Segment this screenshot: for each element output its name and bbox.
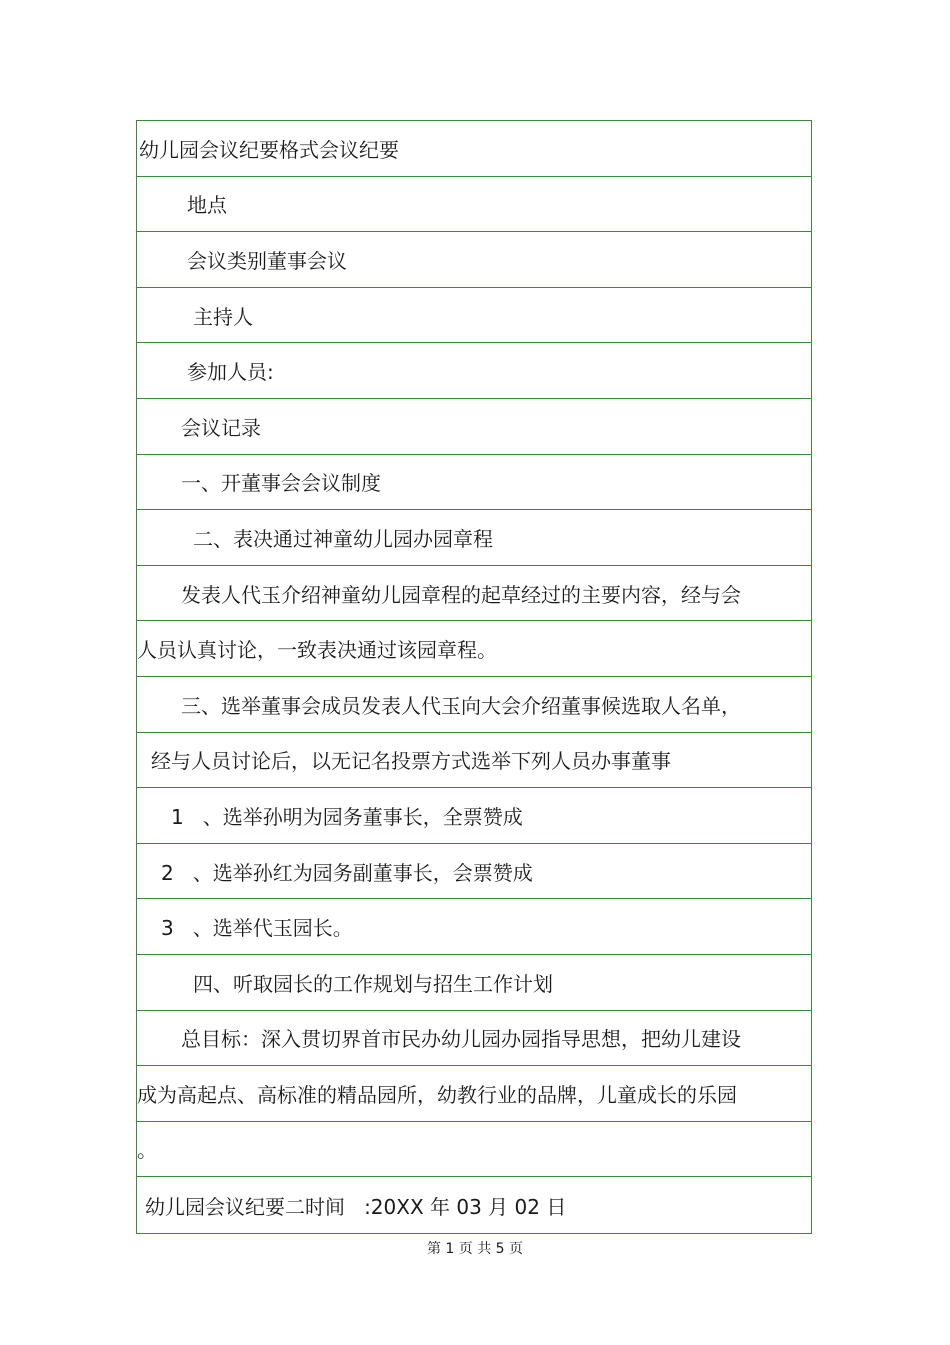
second-minutes-text: 幼儿园会议纪要二时间 :20XX 年 03 月 02 日	[145, 1194, 567, 1219]
item-one-row	[137, 455, 811, 511]
paragraph-text: 经与人员讨论后，以无记名投票方式选举下列人员办事董事	[151, 749, 671, 774]
item-three-text: 三、选举董事会成员发表人代玉向大会介绍董事候选取人名单，	[181, 693, 741, 718]
paragraph-text: 人员认真讨论，一致表决通过该园章程。	[137, 638, 497, 663]
item-three-row	[137, 677, 811, 733]
record-label: 会议记录	[181, 415, 261, 440]
paragraph-text: 发表人代玉介绍神童幼儿园章程的起草经过的主要内容，经与会	[181, 582, 741, 607]
location-row	[137, 177, 811, 233]
paragraph-text: 成为高起点、高标准的精品园所，幼教行业的品牌，儿童成长的乐园	[137, 1082, 737, 1107]
host-label: 主持人	[193, 304, 253, 329]
host-row	[137, 288, 811, 344]
category-row	[137, 232, 811, 288]
minutes-table	[136, 120, 812, 1234]
paragraph-line	[137, 566, 811, 622]
paragraph-line	[137, 733, 811, 789]
title-row	[137, 121, 811, 177]
paragraph-line	[137, 1066, 811, 1122]
item-four-row	[137, 955, 811, 1011]
list-item-text: 3 、选举代玉园长。	[161, 916, 353, 941]
second-minutes-row	[137, 1177, 811, 1233]
page-number: 第 1 页 共 5 页	[426, 1241, 524, 1257]
list-item	[137, 788, 811, 844]
paragraph-text: 。	[137, 1138, 157, 1163]
paragraph-text: 总目标：深入贯切界首市民办幼儿园办园指导思想，把幼儿建设	[181, 1027, 741, 1052]
location-label: 地点	[187, 193, 227, 218]
category-label: 会议类别董事会议	[187, 248, 347, 273]
item-two-row	[137, 510, 811, 566]
item-two-text: 二、表决通过神童幼儿园办园章程	[193, 526, 493, 551]
item-one-text: 一、开董事会会议制度	[181, 471, 381, 496]
list-item-text: 2 、选举孙红为园务副董事长，会票赞成	[161, 860, 533, 885]
item-four-text: 四、听取园长的工作规划与招生工作计划	[193, 971, 553, 996]
list-item-text: 1 、选举孙明为园务董事长，全票赞成	[171, 804, 523, 829]
list-item	[137, 899, 811, 955]
attendees-row	[137, 343, 811, 399]
record-row	[137, 399, 811, 455]
list-item	[137, 844, 811, 900]
attendees-label: 参加人员:	[187, 360, 274, 385]
paragraph-line	[137, 621, 811, 677]
paragraph-line	[137, 1122, 811, 1178]
doc-title: 幼儿园会议纪要格式会议纪要	[139, 137, 399, 162]
paragraph-line	[137, 1011, 811, 1067]
